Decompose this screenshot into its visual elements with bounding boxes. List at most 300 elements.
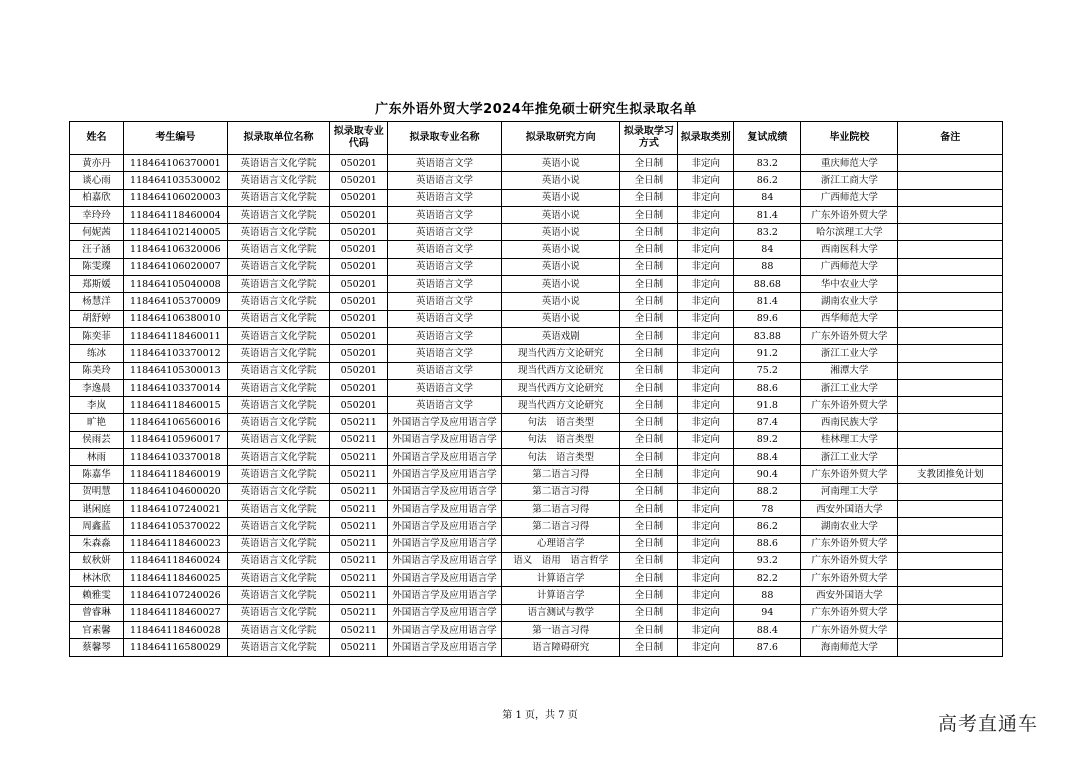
table-row (70, 483, 1003, 500)
table-cell: 050201 (330, 224, 388, 241)
table-cell: 118464106560016 (124, 414, 228, 431)
table-cell: 全日制 (620, 535, 678, 552)
table-cell: 非定向 (678, 587, 734, 604)
column-header: 毕业院校 (801, 122, 898, 155)
table-cell: 050201 (330, 310, 388, 327)
table-cell: 非定向 (678, 483, 734, 500)
table-cell: 李岚 (70, 397, 124, 414)
table-cell: 全日制 (620, 500, 678, 517)
table-cell: 050211 (330, 535, 388, 552)
table-cell: 118464105300013 (124, 362, 228, 379)
table-cell: 88 (734, 587, 801, 604)
table-cell: 非定向 (678, 535, 734, 552)
table-cell (898, 310, 1003, 327)
table-cell: 非定向 (678, 241, 734, 258)
table-cell: 全日制 (620, 345, 678, 362)
table-cell: 英语语言文化学院 (227, 466, 330, 483)
table-cell: 050211 (330, 639, 388, 656)
table-cell: 英语语言文学 (388, 189, 502, 206)
table-cell: 重庆师范大学 (801, 155, 898, 172)
table-cell: 75.2 (734, 362, 801, 379)
table-cell: 非定向 (678, 622, 734, 639)
table-cell: 118464105960017 (124, 431, 228, 448)
table-cell: 非定向 (678, 639, 734, 656)
table-cell: 英语语言文化学院 (227, 241, 330, 258)
table-row (70, 224, 1003, 241)
table-cell: 英语语言文化学院 (227, 604, 330, 621)
table-cell (898, 449, 1003, 466)
table-cell: 湖南农业大学 (801, 518, 898, 535)
table-cell: 何妮茜 (70, 224, 124, 241)
table-row (70, 431, 1003, 448)
table-cell: 语言测试与教学 (501, 604, 619, 621)
table-cell: 86.2 (734, 172, 801, 189)
table-cell: 杨慧洋 (70, 293, 124, 310)
table-cell: 118464105370009 (124, 293, 228, 310)
table-cell: 88.6 (734, 535, 801, 552)
table-cell: 90.4 (734, 466, 801, 483)
table-cell: 全日制 (620, 189, 678, 206)
table-cell: 朱森淼 (70, 535, 124, 552)
table-body (70, 155, 1003, 657)
table-cell: 英语小说 (501, 258, 619, 275)
table-cell: 全日制 (620, 258, 678, 275)
table-row (70, 414, 1003, 431)
table-cell: 050201 (330, 241, 388, 258)
table-cell (898, 552, 1003, 569)
table-cell: 旷艳 (70, 414, 124, 431)
table-cell: 英语小说 (501, 206, 619, 223)
table-cell: 84 (734, 241, 801, 258)
table-cell: 88.4 (734, 449, 801, 466)
table-cell: 浙江工商大学 (801, 172, 898, 189)
table-cell: 050211 (330, 518, 388, 535)
table-cell: 计算语言学 (501, 570, 619, 587)
column-header: 拟录取学习方式 (620, 122, 678, 155)
table-cell: 英语语言文化学院 (227, 535, 330, 552)
table-cell: 050201 (330, 397, 388, 414)
table-cell: 现当代西方文论研究 (501, 379, 619, 396)
table-cell: 英语语言文化学院 (227, 379, 330, 396)
table-cell: 句法 语言类型 (501, 449, 619, 466)
table-cell (898, 155, 1003, 172)
table-cell: 非定向 (678, 224, 734, 241)
table-row (70, 155, 1003, 172)
table-cell: 118464118460023 (124, 535, 228, 552)
column-header: 考生编号 (124, 122, 228, 155)
table-cell: 118464118460027 (124, 604, 228, 621)
table-cell: 全日制 (620, 206, 678, 223)
table-cell: 英语语言文化学院 (227, 293, 330, 310)
table-cell: 英语语言文学 (388, 362, 502, 379)
table-cell: 广东外语外贸大学 (801, 622, 898, 639)
table-cell: 118464102140005 (124, 224, 228, 241)
table-cell: 非定向 (678, 155, 734, 172)
table-cell: 广东外语外贸大学 (801, 327, 898, 344)
table-cell: 118464107240021 (124, 500, 228, 517)
table-cell: 句法 语言类型 (501, 431, 619, 448)
table-cell: 非定向 (678, 570, 734, 587)
table-cell: 汪子涵 (70, 241, 124, 258)
table-cell: 外国语言学及应用语言学 (388, 449, 502, 466)
table-cell: 118464106370001 (124, 155, 228, 172)
table-cell: 周鑫蓝 (70, 518, 124, 535)
table-cell: 全日制 (620, 518, 678, 535)
table-cell: 050201 (330, 327, 388, 344)
table-cell: 第二语言习得 (501, 466, 619, 483)
table-cell (898, 500, 1003, 517)
table-cell: 广东外语外贸大学 (801, 466, 898, 483)
table-row (70, 172, 1003, 189)
table-cell: 湖南农业大学 (801, 293, 898, 310)
table-cell (898, 258, 1003, 275)
table-cell: 英语语言文化学院 (227, 552, 330, 569)
table-cell: 英语语言文化学院 (227, 414, 330, 431)
table-cell: 88.4 (734, 622, 801, 639)
table-cell: 英语语言文学 (388, 327, 502, 344)
table-cell: 118464106320006 (124, 241, 228, 258)
table-row (70, 466, 1003, 483)
table-cell: 非定向 (678, 604, 734, 621)
table-cell: 贺明慧 (70, 483, 124, 500)
table-cell: 非定向 (678, 293, 734, 310)
table-cell (898, 172, 1003, 189)
table-cell: 118464103370014 (124, 379, 228, 396)
table-cell (898, 276, 1003, 293)
column-header: 备注 (898, 122, 1003, 155)
table-cell: 050201 (330, 189, 388, 206)
table-cell (898, 639, 1003, 656)
table-cell: 第二语言习得 (501, 483, 619, 500)
table-cell: 118464106380010 (124, 310, 228, 327)
table-cell: 英语语言文学 (388, 345, 502, 362)
table-cell: 英语语言文化学院 (227, 639, 330, 656)
table-cell: 非定向 (678, 276, 734, 293)
table-cell: 英语语言文学 (388, 241, 502, 258)
table-row (70, 449, 1003, 466)
table-cell: 非定向 (678, 327, 734, 344)
table-cell: 李逸晨 (70, 379, 124, 396)
table-cell: 句法 语言类型 (501, 414, 619, 431)
table-cell: 湘潭大学 (801, 362, 898, 379)
table-cell: 非定向 (678, 172, 734, 189)
table-cell: 全日制 (620, 379, 678, 396)
table-cell: 桂林理工大学 (801, 431, 898, 448)
table-cell: 82.2 (734, 570, 801, 587)
table-cell (898, 414, 1003, 431)
table-cell: 英语小说 (501, 189, 619, 206)
table-cell: 广东外语外贸大学 (801, 535, 898, 552)
table-cell: 86.2 (734, 518, 801, 535)
table-cell: 第一语言习得 (501, 622, 619, 639)
table-cell: 050211 (330, 500, 388, 517)
table-cell (898, 241, 1003, 258)
table-cell: 外国语言学及应用语言学 (388, 639, 502, 656)
table-cell: 118464116580029 (124, 639, 228, 656)
table-cell: 官素馨 (70, 622, 124, 639)
table-cell: 英语语言文学 (388, 172, 502, 189)
table-row (70, 535, 1003, 552)
table-cell (898, 535, 1003, 552)
table-cell: 050211 (330, 449, 388, 466)
table-row (70, 206, 1003, 223)
table-cell: 英语语言文化学院 (227, 155, 330, 172)
table-row (70, 362, 1003, 379)
table-cell: 非定向 (678, 206, 734, 223)
table-cell: 全日制 (620, 483, 678, 500)
table-cell: 非定向 (678, 397, 734, 414)
table-cell: 浙江工业大学 (801, 449, 898, 466)
table-cell: 050211 (330, 570, 388, 587)
table-cell: 全日制 (620, 172, 678, 189)
table-cell: 英语语言文学 (388, 310, 502, 327)
table-cell: 89.2 (734, 431, 801, 448)
table-cell: 全日制 (620, 639, 678, 656)
table-cell: 全日制 (620, 570, 678, 587)
table-cell: 118464118460015 (124, 397, 228, 414)
table-cell: 050211 (330, 431, 388, 448)
table-cell: 外国语言学及应用语言学 (388, 483, 502, 500)
table-cell: 91.2 (734, 345, 801, 362)
table-cell: 88.6 (734, 379, 801, 396)
table-cell: 第二语言习得 (501, 518, 619, 535)
table-cell: 非定向 (678, 552, 734, 569)
table-cell: 练冰 (70, 345, 124, 362)
table-cell: 非定向 (678, 189, 734, 206)
table-row (70, 587, 1003, 604)
table-cell: 英语小说 (501, 155, 619, 172)
watermark-logo: 高考直通车 (938, 713, 1039, 735)
table-cell: 118464103370018 (124, 449, 228, 466)
table-cell: 050211 (330, 604, 388, 621)
table-cell: 陈奕菲 (70, 327, 124, 344)
table-cell: 外国语言学及应用语言学 (388, 518, 502, 535)
table-cell: 英语语言文化学院 (227, 449, 330, 466)
table-cell: 英语语言文化学院 (227, 397, 330, 414)
column-header: 拟录取类别 (678, 122, 734, 155)
table-cell (898, 327, 1003, 344)
table-cell: 英语小说 (501, 310, 619, 327)
table-cell (898, 379, 1003, 396)
table-cell: 88.2 (734, 483, 801, 500)
table-cell: 050201 (330, 276, 388, 293)
table-cell: 英语语言文化学院 (227, 345, 330, 362)
table-cell: 曾睿琳 (70, 604, 124, 621)
table-cell: 全日制 (620, 241, 678, 258)
table-cell (898, 518, 1003, 535)
table-cell: 英语语言文化学院 (227, 172, 330, 189)
table-cell: 全日制 (620, 552, 678, 569)
table-cell: 英语语言文化学院 (227, 224, 330, 241)
table-row (70, 639, 1003, 656)
table-cell: 非定向 (678, 466, 734, 483)
table-cell (898, 345, 1003, 362)
table-cell: 外国语言学及应用语言学 (388, 414, 502, 431)
table-cell: 84 (734, 189, 801, 206)
table-cell: 胡舒婷 (70, 310, 124, 327)
table-cell: 050201 (330, 206, 388, 223)
table-cell (898, 189, 1003, 206)
table-cell: 外国语言学及应用语言学 (388, 604, 502, 621)
table-cell: 91.8 (734, 397, 801, 414)
table-cell: 陈雯璨 (70, 258, 124, 275)
column-header: 拟录取专业名称 (388, 122, 502, 155)
table-cell (898, 431, 1003, 448)
table-cell: 非定向 (678, 379, 734, 396)
table-cell: 非定向 (678, 518, 734, 535)
table-row (70, 552, 1003, 569)
table-cell (898, 587, 1003, 604)
table-cell: 西安外国语大学 (801, 500, 898, 517)
table-cell: 050211 (330, 483, 388, 500)
table-cell: 英语语言文学 (388, 397, 502, 414)
page-title: 广东外语外贸大学2024年推免硕士研究生拟录取名单 (375, 102, 697, 117)
table-cell: 非定向 (678, 449, 734, 466)
table-cell: 英语戏剧 (501, 327, 619, 344)
table-cell: 050201 (330, 155, 388, 172)
table-cell: 第二语言习得 (501, 500, 619, 517)
table-row (70, 570, 1003, 587)
table-cell: 幸玲玲 (70, 206, 124, 223)
table-cell: 计算语言学 (501, 587, 619, 604)
table-cell: 118464106020003 (124, 189, 228, 206)
table-cell: 英语小说 (501, 224, 619, 241)
table-cell: 050201 (330, 345, 388, 362)
table-cell: 陈美玲 (70, 362, 124, 379)
column-header: 拟录取专业代码 (330, 122, 388, 155)
table-cell: 外国语言学及应用语言学 (388, 587, 502, 604)
table-cell (898, 362, 1003, 379)
table-cell: 谈心雨 (70, 172, 124, 189)
table-row (70, 604, 1003, 621)
admission-table (69, 121, 1003, 657)
table-cell: 050211 (330, 414, 388, 431)
table-cell (898, 604, 1003, 621)
table-cell: 哈尔滨理工大学 (801, 224, 898, 241)
table-cell: 林沐欣 (70, 570, 124, 587)
table-cell: 050201 (330, 362, 388, 379)
table-cell: 87.4 (734, 414, 801, 431)
column-header: 姓名 (70, 122, 124, 155)
table-cell: 英语语言文化学院 (227, 518, 330, 535)
table-cell: 英语小说 (501, 276, 619, 293)
table-cell: 海南师范大学 (801, 639, 898, 656)
table-cell: 柏嘉欣 (70, 189, 124, 206)
table-cell: 外国语言学及应用语言学 (388, 431, 502, 448)
table-cell: 英语语言文学 (388, 155, 502, 172)
table-cell: 118464118460004 (124, 206, 228, 223)
table-row (70, 500, 1003, 517)
table-cell: 英语语言文化学院 (227, 206, 330, 223)
table-cell: 050201 (330, 379, 388, 396)
table-cell: 黄亦丹 (70, 155, 124, 172)
table-cell: 外国语言学及应用语言学 (388, 535, 502, 552)
table-cell (898, 397, 1003, 414)
table-row (70, 518, 1003, 535)
table-cell: 93.2 (734, 552, 801, 569)
table-cell: 谌闲庭 (70, 500, 124, 517)
table-cell: 英语语言文学 (388, 224, 502, 241)
table-cell: 支教团推免计划 (898, 466, 1003, 483)
table-cell: 英语语言文学 (388, 379, 502, 396)
table-cell: 英语语言文化学院 (227, 362, 330, 379)
column-header: 复试成绩 (734, 122, 801, 155)
table-row (70, 276, 1003, 293)
table-cell (898, 224, 1003, 241)
table-cell: 全日制 (620, 310, 678, 327)
table-cell: 全日制 (620, 604, 678, 621)
table-cell: 非定向 (678, 414, 734, 431)
table-cell: 118464118460024 (124, 552, 228, 569)
table-cell: 英语语言文学 (388, 206, 502, 223)
table-cell: 88 (734, 258, 801, 275)
table-cell: 118464118460025 (124, 570, 228, 587)
table-cell: 语言障碍研究 (501, 639, 619, 656)
table-row (70, 345, 1003, 362)
table-cell: 英语小说 (501, 293, 619, 310)
table-cell: 心理语言学 (501, 535, 619, 552)
table-cell: 现当代西方文论研究 (501, 345, 619, 362)
table-cell: 81.4 (734, 206, 801, 223)
table-cell: 英语语言文化学院 (227, 189, 330, 206)
table-cell: 118464104600020 (124, 483, 228, 500)
table-cell: 英语语言文学 (388, 293, 502, 310)
table-cell (898, 206, 1003, 223)
table-cell: 118464118460011 (124, 327, 228, 344)
table-cell: 河南理工大学 (801, 483, 898, 500)
table-cell: 非定向 (678, 500, 734, 517)
table-cell: 广东外语外贸大学 (801, 397, 898, 414)
table-cell: 118464106020007 (124, 258, 228, 275)
table-cell (898, 622, 1003, 639)
table-cell: 118464105370022 (124, 518, 228, 535)
table-cell: 全日制 (620, 449, 678, 466)
table-cell: 英语语言文化学院 (227, 276, 330, 293)
table-cell: 广东外语外贸大学 (801, 604, 898, 621)
table-cell: 118464105040008 (124, 276, 228, 293)
table-row (70, 397, 1003, 414)
table-cell: 非定向 (678, 362, 734, 379)
table-cell: 非定向 (678, 345, 734, 362)
table-cell: 89.6 (734, 310, 801, 327)
table-row (70, 379, 1003, 396)
table-row (70, 310, 1003, 327)
table-row (70, 327, 1003, 344)
table-row (70, 293, 1003, 310)
table-cell: 78 (734, 500, 801, 517)
table-cell: 外国语言学及应用语言学 (388, 570, 502, 587)
table-cell: 全日制 (620, 327, 678, 344)
table-cell: 外国语言学及应用语言学 (388, 500, 502, 517)
table-cell: 英语语言文化学院 (227, 570, 330, 587)
table-cell: 全日制 (620, 362, 678, 379)
table-cell: 118464103530002 (124, 172, 228, 189)
table-cell: 英语语言文化学院 (227, 622, 330, 639)
table-cell: 西华师范大学 (801, 310, 898, 327)
table-cell: 广东外语外贸大学 (801, 206, 898, 223)
table-cell: 郑斯媛 (70, 276, 124, 293)
table-cell: 英语语言文学 (388, 276, 502, 293)
table-cell: 118464107240026 (124, 587, 228, 604)
table-cell: 全日制 (620, 276, 678, 293)
table-cell (898, 293, 1003, 310)
table-cell: 英语小说 (501, 241, 619, 258)
table-cell: 外国语言学及应用语言学 (388, 552, 502, 569)
table-cell (898, 483, 1003, 500)
table-cell: 全日制 (620, 293, 678, 310)
table-cell: 全日制 (620, 224, 678, 241)
table-cell: 全日制 (620, 155, 678, 172)
